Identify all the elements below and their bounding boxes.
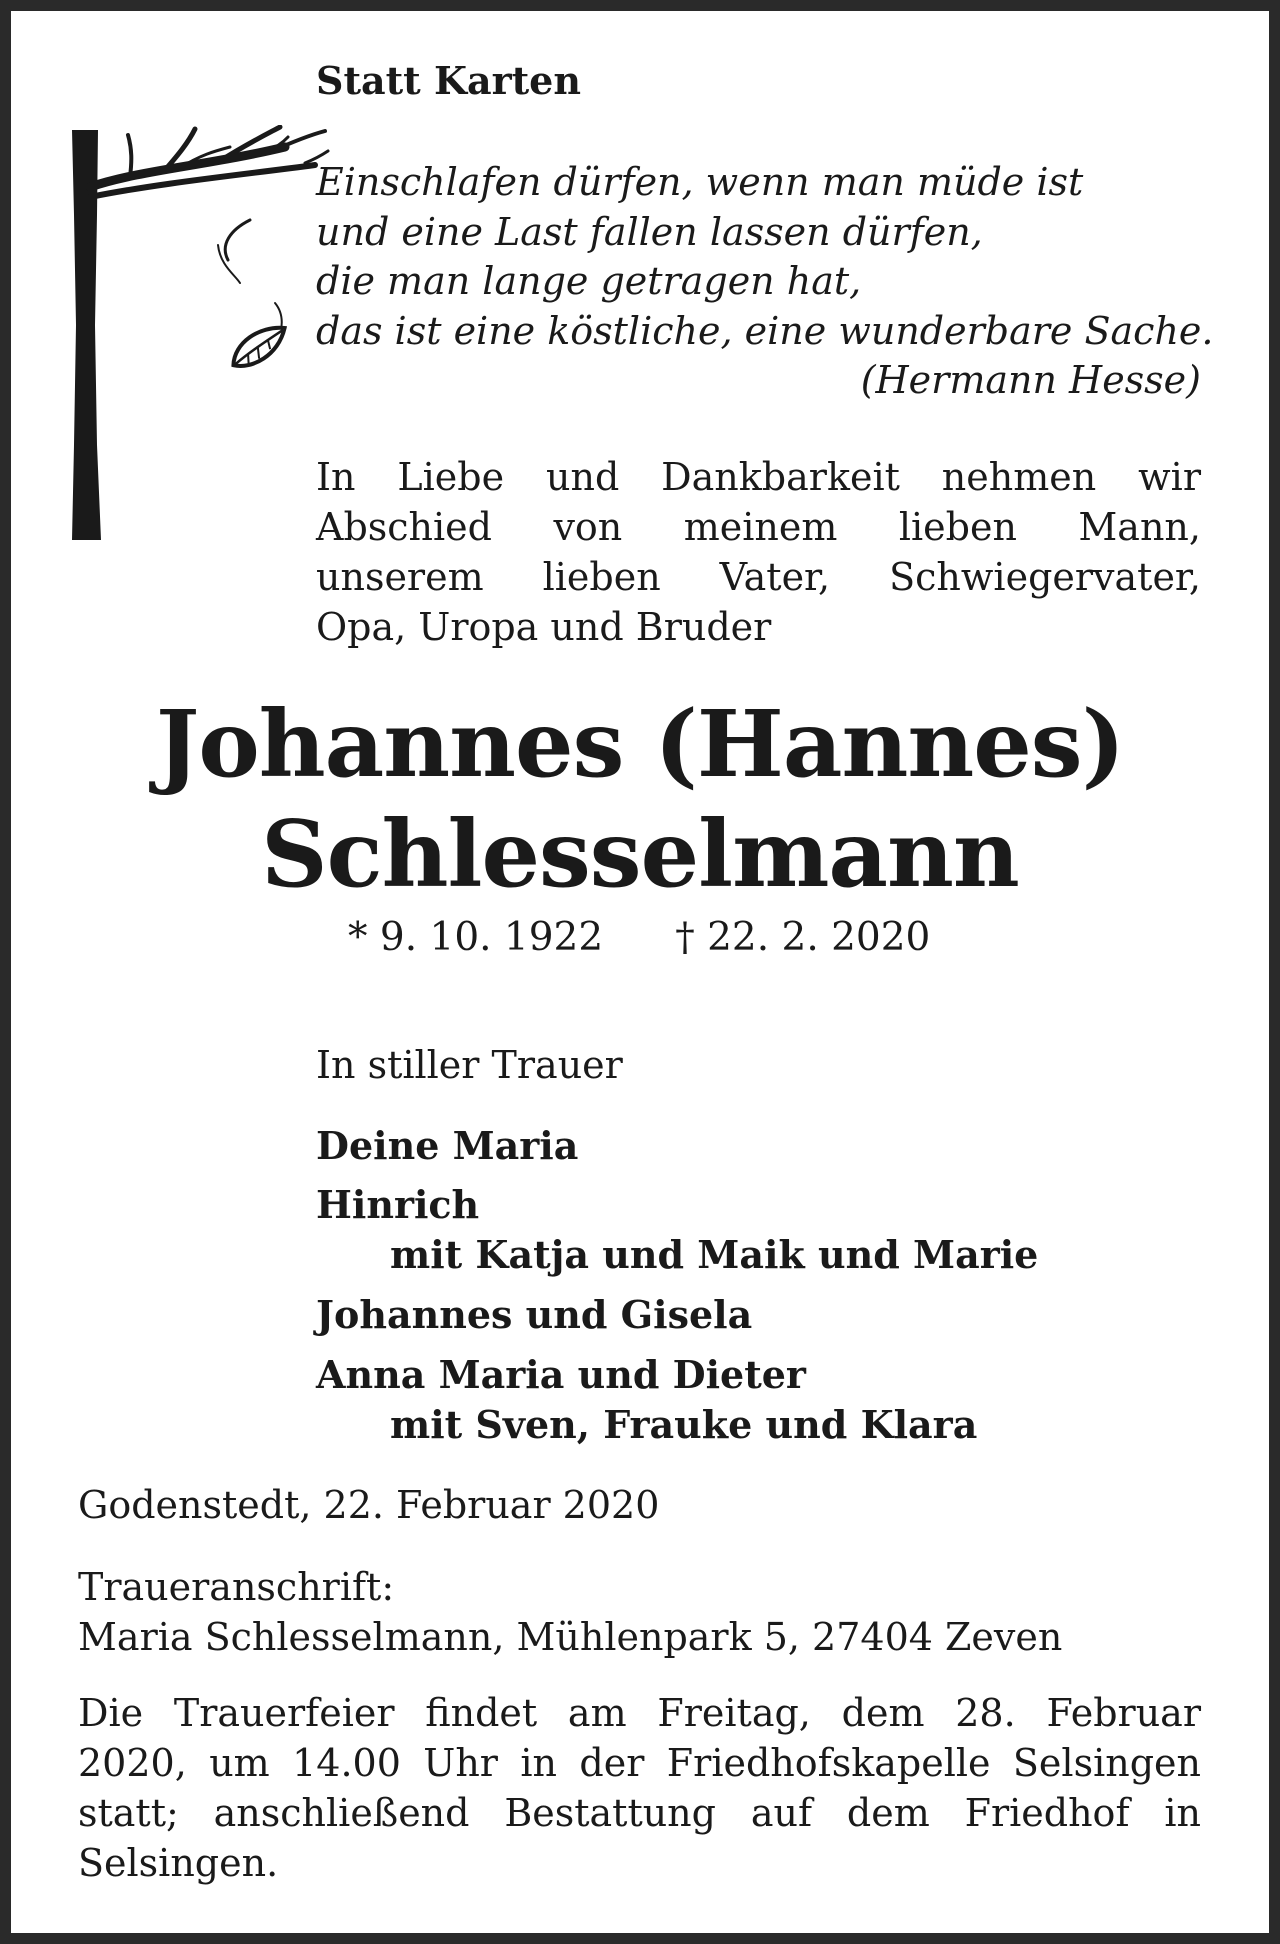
intro-line: Opa, Uropa und Bruder bbox=[316, 605, 772, 649]
poem-line: und eine Last fallen lassen dürfen, bbox=[316, 209, 983, 254]
address-label: Traueranschrift: bbox=[78, 1565, 395, 1609]
bare-tree-with-falling-leaf-icon bbox=[70, 125, 330, 545]
poem-line: die man lange getragen hat, bbox=[316, 259, 862, 303]
family-member: Hinrich bbox=[316, 1182, 480, 1227]
family-member-sub: mit Sven, Frauke und Klara bbox=[390, 1402, 978, 1447]
deceased-name-last: Schlesselmann bbox=[261, 800, 1019, 908]
place-date: Godenstedt, 22. Februar 2020 bbox=[78, 1483, 660, 1527]
life-dates bbox=[348, 915, 930, 960]
family-member: Johannes und Gisela bbox=[316, 1292, 753, 1337]
intro-line: unserem lieben Vater, Schwiegervater, bbox=[316, 555, 1201, 599]
intro-line: Abschied von meinem lieben Mann, bbox=[316, 505, 1201, 549]
mourning-heading: In stiller Trauer bbox=[316, 1043, 623, 1087]
funeral-info bbox=[78, 1688, 1201, 1888]
deceased-name-first: Johannes (Hannes) bbox=[155, 690, 1125, 798]
header-statt-karten: Statt Karten bbox=[316, 58, 581, 103]
intro-text bbox=[316, 452, 1201, 652]
birth-date: * 9. 10. 1922 bbox=[348, 915, 604, 960]
poem-line: Einschlafen dürfen, wenn man müde ist bbox=[316, 160, 1084, 204]
address-value: Maria Schlesselmann, Mühlenpark 5, 27404 Zeven bbox=[78, 1615, 1063, 1659]
family-member-sub: mit Katja und Maik und Marie bbox=[390, 1232, 1039, 1277]
mourning-address bbox=[78, 1562, 1062, 1662]
funeral-line: statt; anschließend Bestattung auf dem Friedhof in bbox=[78, 1791, 1201, 1835]
poem-line: das ist eine köstliche, eine wunderbare Sache. bbox=[316, 308, 1214, 353]
family-member: Anna Maria und Dieter bbox=[316, 1352, 806, 1397]
poem-author: (Hermann Hesse) bbox=[860, 358, 1201, 402]
funeral-line: Die Trauerfeier findet am Freitag, dem 28. Februar bbox=[78, 1691, 1201, 1735]
death-date: † 22. 2. 2020 bbox=[675, 915, 931, 960]
family-member: Deine Maria bbox=[316, 1123, 579, 1168]
funeral-line: Selsingen. bbox=[78, 1841, 279, 1885]
intro-line: In Liebe und Dankbarkeit nehmen wir bbox=[316, 455, 1201, 499]
poem bbox=[316, 158, 1214, 406]
funeral-line: 2020, um 14.00 Uhr in der Friedhofskapelle Selsingen bbox=[78, 1741, 1201, 1785]
